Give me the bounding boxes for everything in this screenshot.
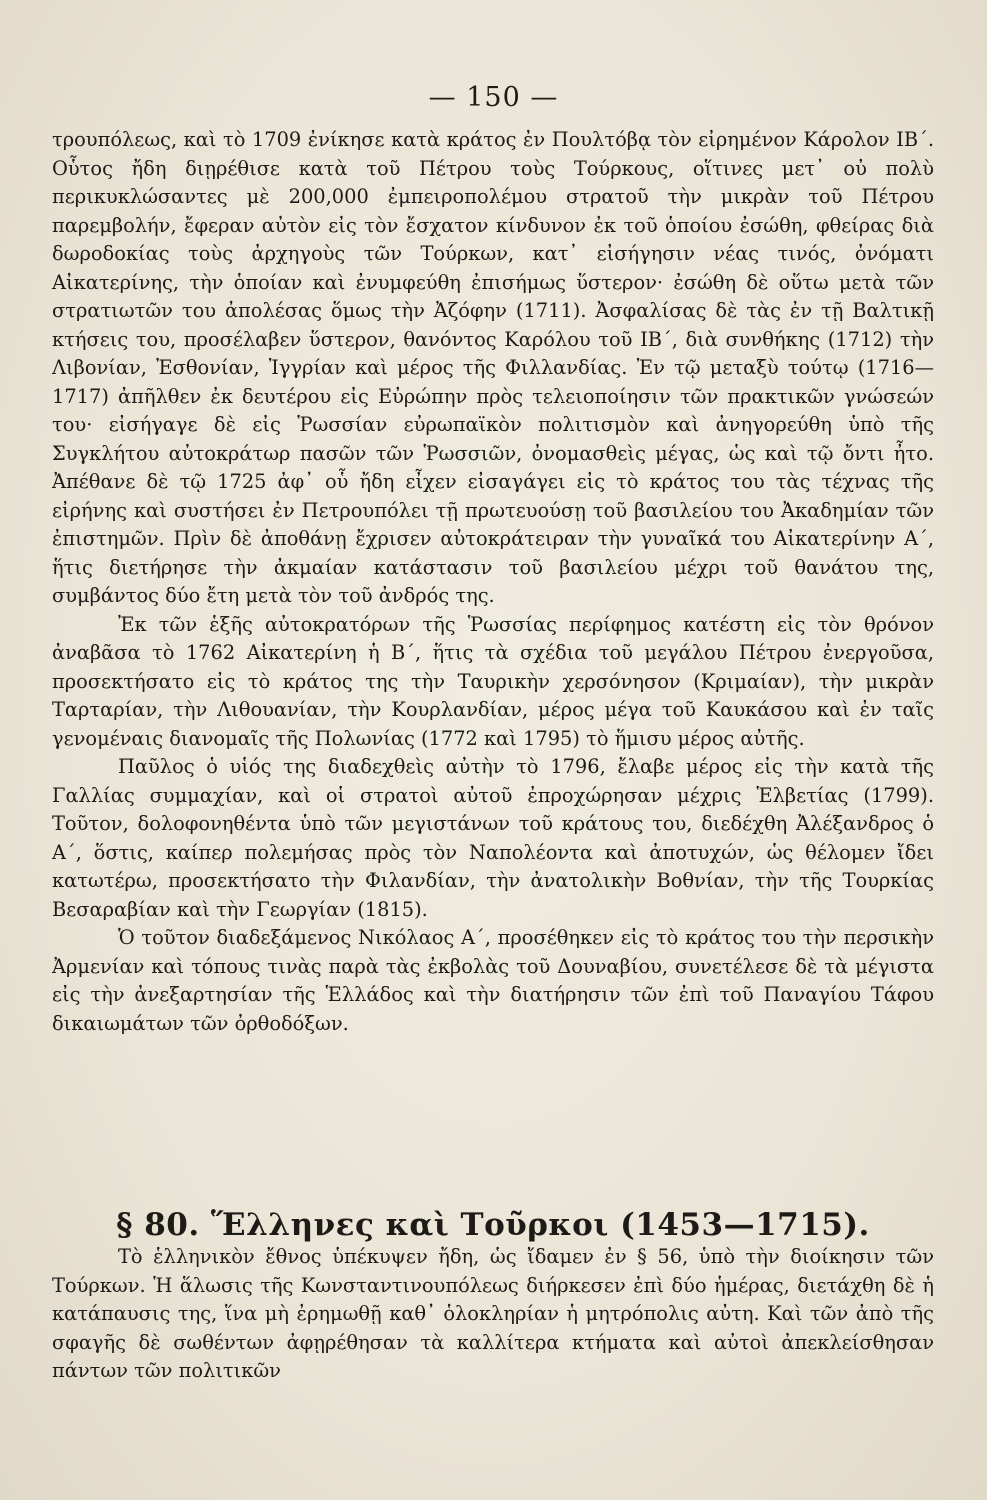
paragraph-greeks-and-turks: Τὸ ἑλληνικὸν ἔθνος ὑπέκυψεν ἤδη, ὡς ἴδαμεν ἐν § 56, ὑπὸ τὴν διοίκησιν τῶν Τούρκων. Ἡ ἅλωσις τῆς Κωνσταντινουπόλεως διήρκεσεν ἐπὶ δύο ἡμέρας, διετάχθη δὲ ἡ κατάπαυσις της, ἵνα μὴ ἐρημωθῇ καθ᾽ ὁλοκληρίαν ἡ μητρόπολις αὐτη. Καὶ τῶν ἀπὸ τῆς σφαγῆς δὲ σωθέντων ἀφῃρέθησαν τὰ καλλίτερα κτήματα καὶ αὐτοὶ ἀπεκλείσθησαν πάντων τῶν πολιτικῶν (52, 1245, 934, 1382)
paragraph-nicholas-i: Ὁ τοῦτον διαδεξάμενος Νικόλαος Α΄, προσέθηκεν εἰς τὸ κράτος του τὴν περσικὴν Ἀρμενίαν καὶ τόπους τινὰς παρὰ τὰς ἐκβολὰς τοῦ Δουναβίου, συνετέλεσε δὲ τὰ μέγιστα εἰς τὴν ἀνεξαρτησίαν τῆς Ἑλλάδος καὶ τὴν διατήρησιν τῶν ἐπὶ τοῦ Παναγίου Τάφου δικαιωμάτων τῶν ὀρθοδόξων. (52, 926, 934, 1035)
paragraph-peter-the-great: τρουπόλεως, καὶ τὸ 1709 ἐνίκησε κατὰ κράτος ἐν Πουλτόβᾳ τὸν εἰρημένον Κάρολον ΙΒ΄. Οὗτος ἤδη διῃρέθισε κατὰ τοῦ Πέτρου τοὺς Τούρκους, οἵτινες μετ᾽ οὐ πολὺ περικυκλώσαντες μὲ 200,000 ἐμπειροπολέμου στρατοῦ τὴν μικρὰν τοῦ Πέτρου παρεμβολήν, ἔφεραν αὐτὸν εἰς τὸν ἔσχατον κίνδυνον ἐκ τοῦ ὁποίου ἐσώθη, φθείρας διὰ δωροδοκίας τοὺς ἀρχηγοὺς τῶν Τούρκων, κατ᾽ εἰσήγησιν νέας τινός, ὀνόματι Αἰκατερίνης, τὴν ὁποίαν καὶ ἐνυμφεύθη ἐπισήμως ὕστερον· ἐσώθη δὲ οὕτω μετὰ τῶν στρατιωτῶν του ἀπολέσας ὅμως τὴν Ἀζόφην (1711). Ἀσφαλίσας δὲ τὰς ἐν τῇ Βαλτικῇ κτήσεις του, προσέλαβεν ὕστερον, θανόντος Καρόλου τοῦ ΙΒ΄, διὰ συνθήκης (1712) τὴν Λιβονίαν, Ἐσθονίαν, Ἰγγρίαν καὶ μέρος τῆς Φιλλανδίας. Ἐν τῷ μεταξὺ τούτῳ (1716—1717) ἀπῆλθεν ἐκ δευτέρου εἰς Εὐρώπην πρὸς τελειοποίησιν τῶν πρακτικῶν γνώσεών του· εἰσήγαγε δὲ εἰς Ῥωσσίαν εὐρωπαϊκὸν πολιτισμὸν καὶ ἀνηγορεύθη ὑπὸ τῆς Συγκλήτου αὐτοκράτωρ πασῶν τῶν Ῥωσσιῶν, ὀνομασθεὶς μέγας, ὡς καὶ τῷ ὄντι ἦτο. Ἀπέθανε δὲ τῷ 1725 ἀφ᾽ οὗ ἤδη εἶχεν εἰσαγάγει εἰς τὸ κράτος του τὰς τέχνας τῆς εἰρήνης καὶ συστήσει ἐν Πετρουπόλει τῇ πρωτευούσῃ τοῦ βασιλείου του Ἀκαδημίαν τῶν ἐπιστημῶν. Πρὶν δὲ ἀποθάνῃ ἔχρισεν αὐτοκράτειραν τὴν γυναῖκά του Αἰκατερίνην Α΄, ἥτις διετήρησε τὴν ἀκμαίαν κατάστασιν τοῦ βασιλείου μέχρι τοῦ θανάτου της, συμβάντος δύο ἔτη μετὰ τὸν τοῦ ἀνδρός της. (52, 128, 934, 607)
page-number: — 150 — (428, 82, 559, 113)
body-text (52, 126, 934, 1038)
section-body-text (52, 1243, 934, 1386)
section-heading: § 80. Ἕλληνες καὶ Τοῦρκοι (1453—1715). (116, 1207, 870, 1243)
paragraph-catherine-ii: Ἐκ τῶν ἑξῆς αὐτοκρατόρων τῆς Ῥωσσίας περίφημος κατέστη εἰς τὸν θρόνον ἀναβᾶσα τὸ 1762 Αἰκατερίνη ἡ Β΄, ἥτις τὰ σχέδια τοῦ μεγάλου Πέτρου ἐνεργοῦσα, προσεκτήσατο εἰς τὸ κράτος της τὴν Ταυρικὴν χερσόνησον (Κριμαίαν), τὴν μικρὰν Ταρταρίαν, τὴν Λιθουανίαν, τὴν Κουρλανδίαν, μέρος μέγα τοῦ Καυκάσου καὶ ἐν ταῖς γενομέναις διανομαῖς τῆς Πολωνίας (1772 καὶ 1795) τὸ ἥμισυ μέρος αὐτῆς. (52, 612, 934, 750)
paragraph-paul-alexander: Παῦλος ὁ υἱός της διαδεχθεὶς αὐτὴν τὸ 1796, ἔλαβε μέρος εἰς τὴν κατὰ τῆς Γαλλίας συμμαχίαν, καὶ οἱ στρατοὶ αὐτοῦ ἐπροχώρησαν μέχρις Ἑλβετίας (1799). Τοῦτον, δολοφονηθέντα ὑπὸ τῶν μεγιστάνων τοῦ κράτους του, διεδέχθη Ἀλέξανδρος ὁ Α΄, ὅστις, καίπερ πολεμήσας πρὸς τὸν Ναπολέοντα καὶ ἀποτυχών, ὡς θέλομεν ἴδει κατωτέρω, προσεκτήσατο τὴν Φιλανδίαν, τὴν ἀνατολικὴν Βοθνίαν, τὴν τῆς Τουρκίας Βεσαραβίαν καὶ τὴν Γεωργίαν (1815). (52, 755, 934, 921)
